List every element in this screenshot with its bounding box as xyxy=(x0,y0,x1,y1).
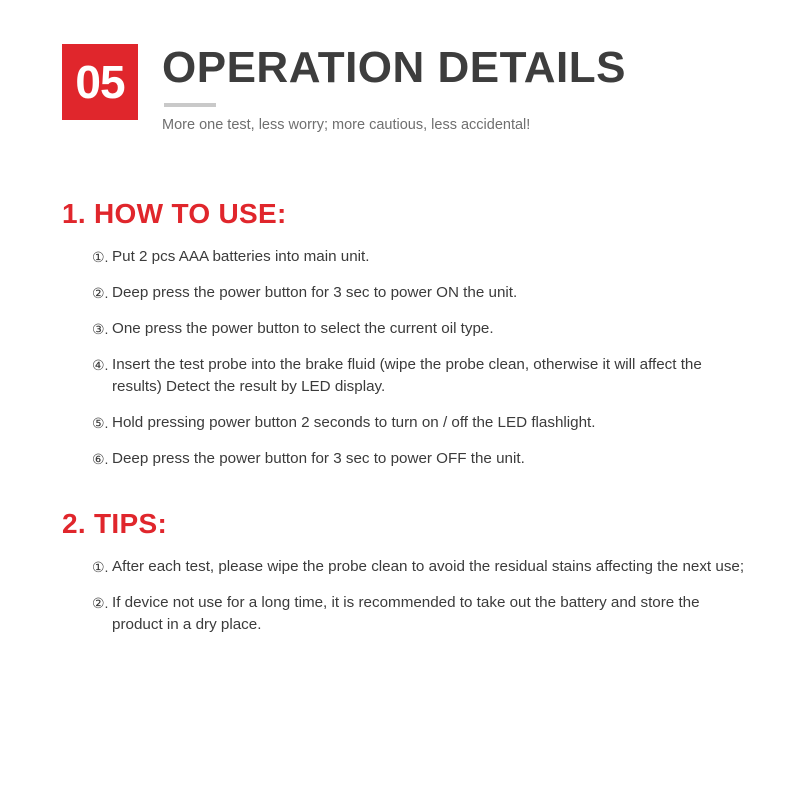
page-title: OPERATION DETAILS xyxy=(162,43,626,92)
list-item xyxy=(92,592,752,636)
list-item-marker: ④. xyxy=(92,357,109,374)
list-item xyxy=(92,282,752,304)
list-item-text: Deep press the power button for 3 sec to power OFF the unit. xyxy=(112,450,525,468)
list-item-marker: ③. xyxy=(92,321,109,338)
list-item-marker: ⑥. xyxy=(92,451,109,468)
list-item-text: Insert the test probe into the brake fluid (wipe the probe clean, otherwise it will affect the results) Detect the result by LED display. xyxy=(112,356,702,396)
list-item xyxy=(92,448,752,470)
list-item xyxy=(92,556,752,578)
list-item-text: Put 2 pcs AAA batteries into main unit. xyxy=(112,248,370,265)
list-item xyxy=(92,412,752,434)
page-subtitle: More one test, less worry; more cautious, less accidental! xyxy=(162,117,531,133)
header-text-block xyxy=(162,44,626,134)
list-item xyxy=(92,354,752,398)
section-title-tips: 2. TIPS: xyxy=(62,508,168,539)
list-item-marker: ⑤. xyxy=(92,415,109,432)
page-header xyxy=(62,44,626,134)
list-item-text: Hold pressing power button 2 seconds to turn on / off the LED flashlight. xyxy=(112,414,596,432)
section-title-how-to-use: 1. HOW TO USE: xyxy=(62,198,287,229)
header-divider xyxy=(164,103,216,107)
list-item-marker: ①. xyxy=(92,249,109,265)
section-number-badge: 05 xyxy=(62,44,138,120)
list-item xyxy=(92,246,752,268)
list-item-text: If device not use for a long time, it is recommended to take out the battery and store the product in a dry place. xyxy=(112,594,700,634)
list-item-text: After each test, please wipe the probe clean to avoid the residual stains affecting the next use; xyxy=(112,558,745,575)
list-item-text: Deep press the power button for 3 sec to power ON the unit. xyxy=(112,284,518,302)
tips-list xyxy=(92,556,752,650)
how-to-use-list xyxy=(92,246,752,484)
list-item-marker: ①. xyxy=(92,559,109,575)
list-item-marker: ②. xyxy=(92,285,109,302)
list-item-text: One press the power button to select the current oil type. xyxy=(112,320,494,338)
list-item-marker: ②. xyxy=(92,595,109,612)
list-item xyxy=(92,318,752,340)
